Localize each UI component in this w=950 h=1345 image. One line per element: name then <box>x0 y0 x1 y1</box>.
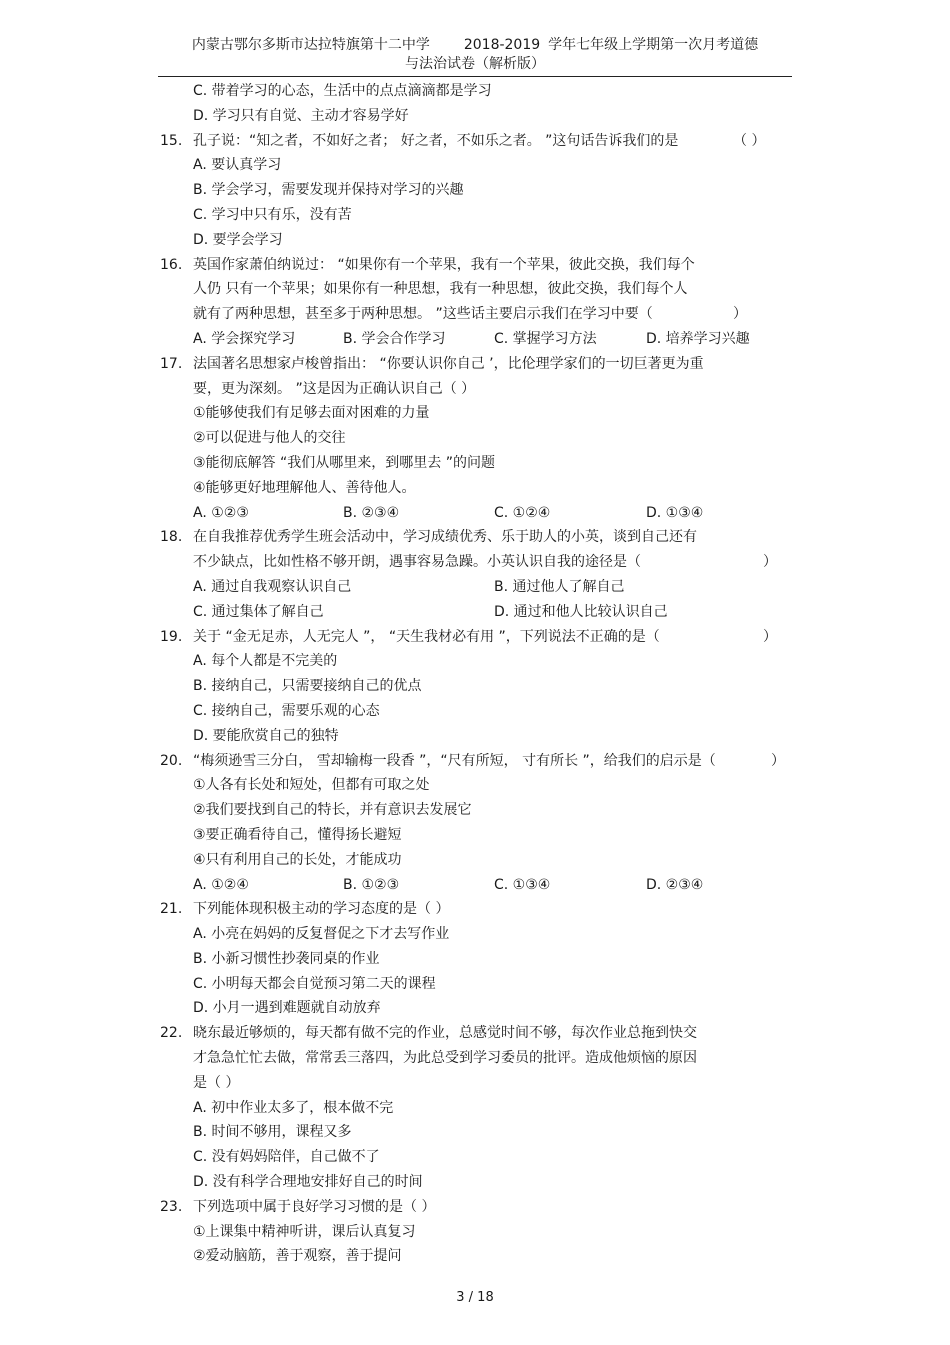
question-stem-line <box>0 1195 950 1220</box>
statement-item <box>0 798 950 823</box>
statement-item <box>0 848 950 873</box>
statement-text: ②爱动脑筋，善于观察，善于提问 <box>193 1248 402 1265</box>
option-c: C. ①③④ <box>494 876 551 893</box>
question-stem-continuation <box>0 302 950 327</box>
options-row <box>0 203 950 228</box>
answer-bracket: （ ） <box>733 132 766 149</box>
header-school: 内蒙古鄂尔多斯市达拉特旗第十二中学 <box>191 37 430 53</box>
question-stem-continuation <box>0 277 950 302</box>
options-row <box>0 1120 950 1145</box>
page-header <box>150 36 800 74</box>
options-row <box>0 972 950 997</box>
statement-item <box>0 401 950 426</box>
header-year: 2018-2019 <box>463 37 541 53</box>
options-row <box>0 1096 950 1121</box>
question-list <box>0 79 950 1269</box>
statement-item <box>0 451 950 476</box>
question-stem-text: 是（ ） <box>193 1074 240 1091</box>
question-stem-line <box>0 352 950 377</box>
question-stem-text: “梅须逊雪三分白， 雪却输梅一段香 ”，“尺有所短， 寸有所长 ”，给我们的启示是（ <box>193 752 716 769</box>
option-b: B. 学会学习，需要发现并保持对学习的兴趣 <box>193 182 464 199</box>
options-row <box>0 649 950 674</box>
question-stem-text: 人仍 只有一个苹果；如果你有一种思想，我有一种思想，彼此交换，我们每个人 <box>193 281 688 298</box>
question-stem-text: 就有了两种思想，甚至多于两种思想。 ”这些话主要启示我们在学习中要（ <box>193 306 653 323</box>
options-row <box>0 178 950 203</box>
option-d: D. 通过和他人比较认识自己 <box>494 603 668 620</box>
question-stem-line <box>0 253 950 278</box>
question-stem-text: 晓东最近够烦的，每天都有做不完的作业，总感觉时间不够，每次作业总拖到快交 <box>193 1025 697 1042</box>
question-stem-text: 法国著名思想家卢梭曾指出： “你要认识你自己 ’，比伦理学家们的一切巨著更为重 <box>193 355 704 372</box>
question-stem-text: 不少缺点，比如性格不够开朗，遇事容易急躁。小英认识自我的途径是（ <box>193 554 641 571</box>
options-row <box>0 1170 950 1195</box>
option-d: D. 培养学习兴趣 <box>646 330 750 347</box>
options-row <box>0 501 950 526</box>
option-d: D. ①③④ <box>646 504 704 521</box>
header-line-1 <box>150 36 800 55</box>
question-stem-continuation <box>0 550 950 575</box>
question-stem-text: 下列选项中属于良好学习习惯的是（ ） <box>193 1198 436 1215</box>
option-c: C. 没有妈妈陪伴，自己做不了 <box>193 1149 380 1166</box>
statement-text: ②我们要找到自己的特长，并有意识去发展它 <box>193 802 472 819</box>
header-term: 学年七年级上学期第一次月考道德 <box>548 37 759 53</box>
question-number: 19. <box>160 628 183 645</box>
options-row <box>0 873 950 898</box>
option-c: C. 通过集体了解自己 <box>193 603 324 620</box>
statement-text: ④只有利用自己的长处，才能成功 <box>193 851 402 868</box>
question-stem-line <box>0 1021 950 1046</box>
option-c: C. 掌握学习方法 <box>494 330 597 347</box>
options-row <box>0 228 950 253</box>
options-row <box>0 327 950 352</box>
options-row <box>0 1145 950 1170</box>
option-a: A. ①②③ <box>193 504 249 521</box>
option-d: D. 要能欣赏自己的独特 <box>193 727 339 744</box>
option-c: C. 学习中只有乐，没有苦 <box>193 206 352 223</box>
option-a: A. 要认真学习 <box>193 157 282 174</box>
options-row <box>0 600 950 625</box>
options-row <box>0 922 950 947</box>
option-b: B. 通过他人了解自己 <box>494 578 625 595</box>
question-number: 22. <box>160 1025 183 1042</box>
question-stem-text: 孔子说：“知之者，不如好之者； 好之者，不如乐之者。 ”这句话告诉我们的是 <box>193 132 679 149</box>
option-a: A. 每个人都是不完美的 <box>193 653 338 670</box>
statement-item <box>0 1220 950 1245</box>
question-number: 21. <box>160 901 183 918</box>
question-stem-continuation <box>0 377 950 402</box>
header-line-2: 与法治试卷（解析版） <box>405 56 545 72</box>
option-a: A. ①②④ <box>193 876 249 893</box>
statement-item <box>0 823 950 848</box>
question-stem-text: 英国作家萧伯纳说过： “如果你有一个苹果，我有一个苹果，彼此交换，我们每个 <box>193 256 695 273</box>
question-number: 16. <box>160 256 183 273</box>
option-b: B. ②③④ <box>343 504 400 521</box>
option-c: C. 接纳自己，需要乐观的心态 <box>193 702 380 719</box>
statement-item <box>0 426 950 451</box>
answer-bracket: ） <box>733 306 747 323</box>
question-number: 17. <box>160 355 183 372</box>
option-c: C. 小明每天都会自觉预习第二天的课程 <box>193 975 436 992</box>
question-stem-line <box>0 897 950 922</box>
options-row <box>0 947 950 972</box>
options-row <box>0 575 950 600</box>
question-number: 15. <box>160 132 183 149</box>
question-stem-line <box>0 625 950 650</box>
statement-item <box>0 773 950 798</box>
option-d: D. ②③④ <box>646 876 704 893</box>
page-number: 3 / 18 <box>456 1290 494 1305</box>
statement-text: ①人各有长处和短处，但都有可取之处 <box>193 777 430 794</box>
option-a: A. 学会探究学习 <box>193 330 296 347</box>
question-stem-continuation <box>0 1046 950 1071</box>
answer-bracket: ） <box>763 628 777 645</box>
question-number: 18. <box>160 529 183 546</box>
statement-text: ③要正确看待自己，懂得扬长避短 <box>193 826 402 843</box>
options-row <box>0 699 950 724</box>
statement-text: ③能彻底解答 “我们从哪里来，到哪里去 ”的问题 <box>193 454 495 471</box>
option-b: B. 时间不够用，课程又多 <box>193 1124 352 1141</box>
options-row <box>0 996 950 1021</box>
options-row <box>0 674 950 699</box>
option-c: C. ①②④ <box>494 504 551 521</box>
question-stem-line <box>0 129 950 154</box>
question-number: 23. <box>160 1198 183 1215</box>
question-number: 20. <box>160 752 183 769</box>
statement-text: ②可以促进与他人的交往 <box>193 430 346 447</box>
statement-text: ④能够更好地理解他人、善待他人。 <box>193 479 416 496</box>
option-d: D. 没有科学合理地安排好自己的时间 <box>193 1174 423 1191</box>
option-d: D. 小月一遇到难题就自动放弃 <box>193 1000 381 1017</box>
question-stem-text: 下列能体现积极主动的学习态度的是（ ） <box>193 901 450 918</box>
option-a: A. 通过自我观察认识自己 <box>193 578 352 595</box>
continued-option <box>0 104 950 129</box>
question-stem-line <box>0 525 950 550</box>
answer-bracket: ） <box>771 752 785 769</box>
option-text: C. 带着学习的心态，生活中的点点滴滴都是学习 <box>193 83 492 99</box>
statement-text: ①能够使我们有足够去面对困难的力量 <box>193 405 430 422</box>
option-d: D. 要学会学习 <box>193 231 283 248</box>
option-b: B. 接纳自己，只需要接纳自己的优点 <box>193 678 422 695</box>
answer-bracket: ） <box>763 554 777 571</box>
option-a: A. 初中作业太多了，根本做不完 <box>193 1099 394 1116</box>
question-stem-line <box>0 749 950 774</box>
question-stem-continuation <box>0 1071 950 1096</box>
option-b: B. ①②③ <box>343 876 400 893</box>
question-stem-text: 才急急忙忙去做，常常丢三落四，为此总受到学习委员的批评。造成他烦恼的原因 <box>193 1050 697 1067</box>
options-row <box>0 724 950 749</box>
option-a: A. 小亮在妈妈的反复督促之下才去写作业 <box>193 926 450 943</box>
question-stem-text: 要，更为深刻。 ”这是因为正确认识自己（ ） <box>193 380 476 397</box>
option-text: D. 学习只有自觉、主动才容易学好 <box>193 107 409 124</box>
option-b: B. 学会合作学习 <box>343 330 446 347</box>
statement-item <box>0 1244 950 1269</box>
statement-item <box>0 476 950 501</box>
continued-option <box>0 79 950 104</box>
statement-text: ①上课集中精神听讲，课后认真复习 <box>193 1223 416 1240</box>
header-divider <box>158 76 792 77</box>
options-row <box>0 153 950 178</box>
question-stem-text: 在自我推荐优秀学生班会活动中，学习成绩优秀、乐于助人的小英，谈到自己还有 <box>193 529 697 546</box>
option-b: B. 小新习惯性抄袭同桌的作业 <box>193 950 380 967</box>
question-stem-text: 关于 “金无足赤，人无完人 ”， “天生我材必有用 ”，下列说法不正确的是（ <box>193 628 660 645</box>
